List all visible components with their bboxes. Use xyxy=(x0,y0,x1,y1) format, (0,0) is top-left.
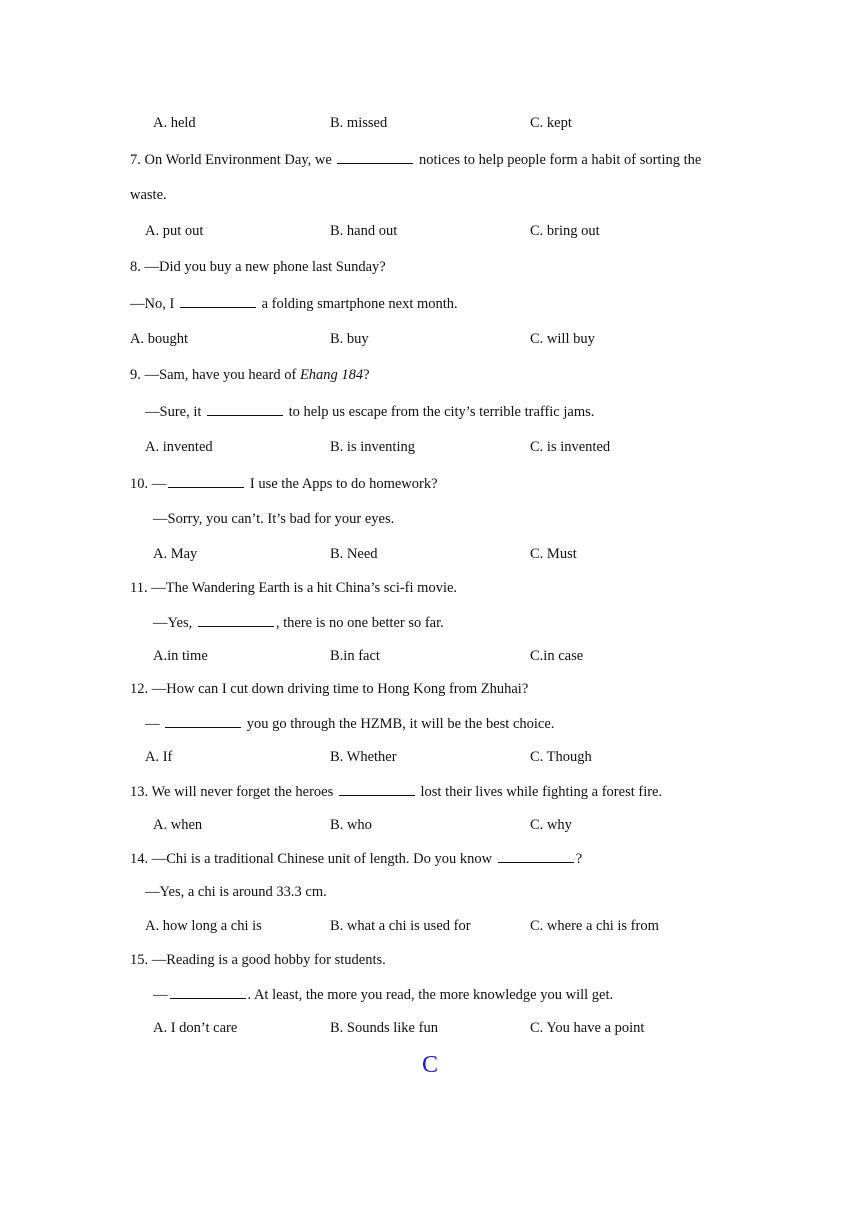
option-b: B. missed xyxy=(330,115,388,131)
question-text: — xyxy=(145,716,160,732)
option-c: C. Though xyxy=(530,749,592,765)
question-text: , there is no one better so far. xyxy=(275,615,444,631)
option-b: B. Need xyxy=(330,546,378,562)
question-15-line2 xyxy=(153,986,613,1004)
option-b: B. what a chi is used for xyxy=(330,918,471,934)
option-c: C. is invented xyxy=(530,439,611,455)
option-a: A. how long a chi is xyxy=(145,918,262,934)
question-text: to help us escape from the city’s terrible traffic jams. xyxy=(288,404,595,420)
option-b: B. Whether xyxy=(330,749,397,765)
question-text: ? xyxy=(363,367,370,383)
question-text: . At least, the more you read, the more knowledge you will get. xyxy=(247,987,614,1003)
answer-blank xyxy=(498,850,574,863)
option-c: C.in case xyxy=(530,648,584,664)
option-b: B. buy xyxy=(330,331,369,347)
question-11-line2 xyxy=(153,614,444,632)
question-7-stem xyxy=(130,151,701,169)
question-13-stem xyxy=(130,783,662,801)
question-10-line1 xyxy=(130,475,438,493)
question-7-continuation: waste. xyxy=(130,187,167,203)
option-b: B. is inventing xyxy=(330,439,415,455)
answer-blank xyxy=(337,151,413,164)
answer-blank xyxy=(168,475,244,488)
question-text: you go through the HZMB, it will be the best choice. xyxy=(246,716,555,732)
option-a: A. If xyxy=(145,749,173,765)
question-text: —No, I xyxy=(130,296,175,312)
question-11-line1: 11. —The Wandering Earth is a hit China’s sci-fi movie. xyxy=(130,580,458,596)
option-c: C. why xyxy=(530,817,572,833)
italic-title: Ehang 184 xyxy=(299,367,364,383)
question-text: — xyxy=(153,987,168,1003)
answer-blank xyxy=(207,403,283,416)
option-c: C. bring out xyxy=(530,223,600,239)
question-9-line2 xyxy=(145,403,594,421)
question-text: 14. —Chi is a traditional Chinese unit of length. Do you know xyxy=(130,851,493,867)
option-a: A.in time xyxy=(153,648,208,664)
option-a: A. put out xyxy=(145,223,204,239)
question-text: ? xyxy=(575,851,583,867)
option-b: B. hand out xyxy=(330,223,398,239)
answer-blank xyxy=(339,783,415,796)
question-12-line1: 12. —How can I cut down driving time to Hong Kong from Zhuhai? xyxy=(130,681,529,697)
option-b: B. who xyxy=(330,817,372,833)
option-a: A. bought xyxy=(130,331,188,347)
question-8-line2 xyxy=(130,295,458,313)
question-14-line1 xyxy=(130,850,582,868)
option-a: A. held xyxy=(153,115,196,131)
option-a: A. when xyxy=(153,817,203,833)
option-a: A. invented xyxy=(145,439,213,455)
option-b: B. Sounds like fun xyxy=(330,1020,438,1036)
question-text: 9. —Sam, have you heard of xyxy=(130,367,297,383)
option-c: C. Must xyxy=(530,546,577,562)
answer-blank xyxy=(165,715,241,728)
question-text: a folding smartphone next month. xyxy=(261,296,458,312)
question-15-line1: 15. —Reading is a good hobby for students. xyxy=(130,952,386,968)
question-9-line1 xyxy=(130,367,370,384)
question-10-line2: —Sorry, you can’t. It’s bad for your eyes. xyxy=(153,511,395,527)
question-text: lost their lives while fighting a forest fire. xyxy=(420,784,663,800)
option-c: C. will buy xyxy=(530,331,595,347)
question-text: 13. We will never forget the heroes xyxy=(130,784,334,800)
question-text: 10. — xyxy=(130,476,167,492)
answer-blank xyxy=(198,614,274,627)
question-text: 7. On World Environment Day, we xyxy=(130,152,332,168)
option-c: C. You have a point xyxy=(530,1020,645,1036)
answer-blank xyxy=(170,986,246,999)
question-text: —Yes, xyxy=(153,615,193,631)
question-text: —Sure, it xyxy=(145,404,202,420)
question-14-line2: —Yes, a chi is around 33.3 cm. xyxy=(145,884,327,900)
option-b: B.in fact xyxy=(330,648,380,664)
question-text: notices to help people form a habit of sorting the xyxy=(419,152,702,168)
question-12-line2 xyxy=(145,715,554,733)
option-c: C. where a chi is from xyxy=(530,918,659,934)
option-a: A. I don’t care xyxy=(153,1020,238,1036)
question-8-line1: 8. —Did you buy a new phone last Sunday? xyxy=(130,259,386,275)
question-text: I use the Apps to do homework? xyxy=(249,476,438,492)
answer-letter: C xyxy=(421,1052,438,1078)
answer-blank xyxy=(180,295,256,308)
option-a: A. May xyxy=(153,546,198,562)
option-c: C. kept xyxy=(530,115,572,131)
